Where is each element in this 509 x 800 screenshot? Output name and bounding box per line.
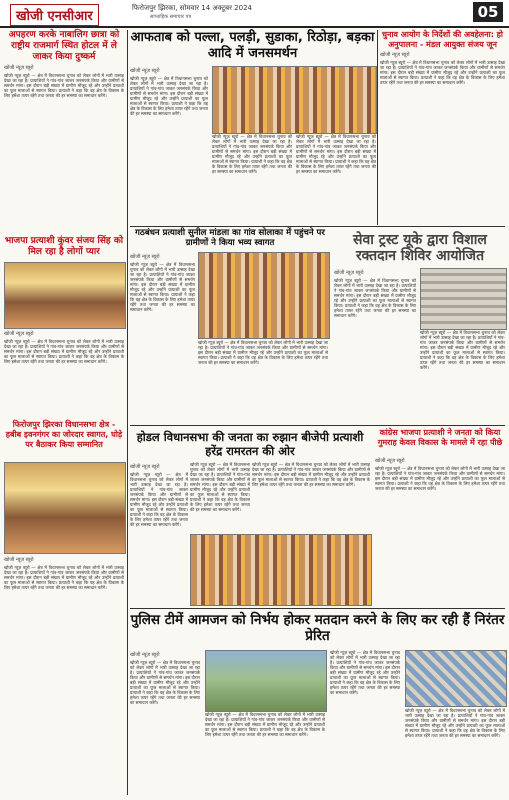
aftab-text-col2 <box>212 134 292 224</box>
police-photo <box>205 650 327 712</box>
police-story <box>130 612 505 644</box>
police-headline: पुलिस टीमें आमजन को निर्भय होकर मतदान करने के लिए कर रही हैं निरंतर प्रेरित <box>130 612 505 644</box>
kidnap-body: खोजी न्यूज़ ब्यूरो — क्षेत्र में विधानसभा चुनाव को लेकर लोगों में भारी उत्साह देखा जा रहा है। प्रत्याशियों ने गांव-गांव जाकर जनसंपर्क किया और ग्रामीणों से समर्थन मांगा। इस दौरान बड़ी संख्या में ग्रामीण मौजूद रहे और उन्होंने प्रत्याशी का फूल मालाओं से स्वागत किया। प्रत्याशी ने कहा कि वह क्षेत्र के विकास के लिए हमेशा तत्पर रहेंगे तथा जनता की हर समस्या का समाधान करेंगे। <box>4 73 124 98</box>
hodal-text-col3 <box>252 462 370 532</box>
congress-story <box>375 428 505 448</box>
gathbandhan-photo <box>198 252 330 339</box>
aftab-body-3: खोजी न्यूज़ ब्यूरो — क्षेत्र में विधानसभा चुनाव को लेकर लोगों में भारी उत्साह देखा जा रहा है। प्रत्याशियों ने गांव-गांव जाकर जनसंपर्क किया और ग्रामीणों से समर्थन मांगा। इस दौरान बड़ी संख्या में ग्रामीण मौजूद रहे और उन्होंने प्रत्याशी का फूल मालाओं से स्वागत किया। प्रत्याशी ने कहा कि वह क्षेत्र के विकास के लिए हमेशा तत्पर रहेंगे तथा जनता की हर समस्या का समाधान करेंगे। <box>296 134 376 174</box>
police-body-3: खोजी न्यूज़ ब्यूरो — क्षेत्र में विधानसभा चुनाव को लेकर लोगों में भारी उत्साह देखा जा रहा है। प्रत्याशियों ने गांव-गांव जाकर जनसंपर्क किया और ग्रामीणों से समर्थन मांगा। इस दौरान बड़ी संख्या में ग्रामीण मौजूद रहे और उन्होंने प्रत्याशी का फूल मालाओं से स्वागत किया। प्रत्याशी ने कहा कि वह क्षेत्र के विकास के लिए हमेशा तत्पर रहेंगे तथा जनता की हर समस्या का समाधान करेंगे। <box>330 650 400 695</box>
firozpur-text <box>4 555 124 795</box>
seva-text <box>334 268 416 418</box>
seva-headline: सेवा ट्रस्ट यूके द्वारा विशाल रक्तदान शिविर आयोजित <box>353 232 487 264</box>
newspaper-name: खोजी एनसीआर <box>10 4 99 26</box>
hodal-story <box>130 430 370 458</box>
congress-byline: खोजी न्यूज़ ब्यूरो <box>375 458 405 464</box>
bjp-story <box>4 236 124 258</box>
hodal-headline: होडल विधानसभा की जनता का रुझान बीजेपी प्रत्याशी हरेंद्र रामरतन की ओर <box>136 430 364 458</box>
aftab-text-col3 <box>296 134 376 224</box>
gathbandhan-text-col1 <box>130 252 195 422</box>
police-text-col1 <box>130 650 200 795</box>
police-text-col3 <box>330 650 400 795</box>
congress-body: खोजी न्यूज़ ब्यूरो — क्षेत्र में विधानसभा चुनाव को लेकर लोगों में भारी उत्साह देखा जा रहा है। प्रत्याशियों ने गांव-गांव जाकर जनसंपर्क किया और ग्रामीणों से समर्थन मांगा। इस दौरान बड़ी संख्या में ग्रामीण मौजूद रहे और उन्होंने प्रत्याशी का फूल मालाओं से स्वागत किया। प्रत्याशी ने कहा कि वह क्षेत्र के विकास के लिए हमेशा तत्पर रहेंगे तथा जनता की हर समस्या का समाधान करेंगे। <box>375 466 505 491</box>
hodal-body-2: खोजी न्यूज़ ब्यूरो — क्षेत्र में विधानसभा चुनाव को लेकर लोगों में भारी उत्साह देखा जा रहा है। प्रत्याशियों ने गांव-गांव जाकर जनसंपर्क किया और ग्रामीणों से समर्थन मांगा। इस दौरान बड़ी संख्या में ग्रामीण मौजूद रहे और उन्होंने प्रत्याशी का फूल मालाओं से स्वागत किया। प्रत्याशी ने कहा कि वह क्षेत्र के विकास के लिए हमेशा तत्पर रहेंगे तथा जनता की हर समस्या का समाधान करेंगे। <box>190 462 250 512</box>
firozpur-byline: खोजी न्यूज़ ब्यूरो <box>4 557 34 563</box>
aftab-photo <box>212 66 377 134</box>
police-text-col4 <box>405 708 505 795</box>
election-commission-story <box>380 30 505 230</box>
police-text-col2 <box>205 712 325 795</box>
firozpur-headline: फिरोजपुर झिरका विधानसभा क्षेत्र - हबीब इवनगंगर का जोरदार स्वागत, घोड़े पर बैठाकर किया सम्मानित <box>5 420 123 449</box>
police-photo-2 <box>405 650 507 707</box>
gathbandhan-text-col2 <box>198 340 328 420</box>
gathbandhan-body-2: खोजी न्यूज़ ब्यूरो — क्षेत्र में विधानसभा चुनाव को लेकर लोगों में भारी उत्साह देखा जा रहा है। प्रत्याशियों ने गांव-गांव जाकर जनसंपर्क किया और ग्रामीणों से समर्थन मांगा। इस दौरान बड़ी संख्या में ग्रामीण मौजूद रहे और उन्होंने प्रत्याशी का फूल मालाओं से स्वागत किया। प्रत्याशी ने कहा कि वह क्षेत्र के विकास के लिए हमेशा तत्पर रहेंगे तथा जनता की हर समस्या का समाधान करेंगे। <box>198 340 328 365</box>
aftab-text-col1 <box>130 66 208 216</box>
aftab-body-1: खोजी न्यूज़ ब्यूरो — क्षेत्र में विधानसभा चुनाव को लेकर लोगों में भारी उत्साह देखा जा रहा है। प्रत्याशियों ने गांव-गांव जाकर जनसंपर्क किया और ग्रामीणों से समर्थन मांगा। इस दौरान बड़ी संख्या में ग्रामीण मौजूद रहे और उन्होंने प्रत्याशी का फूल मालाओं से स्वागत किया। प्रत्याशी ने कहा कि वह क्षेत्र के विकास के लिए हमेशा तत्पर रहेंगे तथा जनता की हर समस्या का समाधान करेंगे। <box>130 76 208 116</box>
masthead <box>0 0 509 28</box>
aftab-body-2: खोजी न्यूज़ ब्यूरो — क्षेत्र में विधानसभा चुनाव को लेकर लोगों में भारी उत्साह देखा जा रहा है। प्रत्याशियों ने गांव-गांव जाकर जनसंपर्क किया और ग्रामीणों से समर्थन मांगा। इस दौरान बड़ी संख्या में ग्रामीण मौजूद रहे और उन्होंने प्रत्याशी का फूल मालाओं से स्वागत किया। प्रत्याशी ने कहा कि वह क्षेत्र के विकास के लिए हमेशा तत्पर रहेंगे तथा जनता की हर समस्या का समाधान करेंगे। <box>212 134 292 174</box>
hodal-body-1: खोजी न्यूज़ ब्यूरो — क्षेत्र में विधानसभा चुनाव को लेकर लोगों में भारी उत्साह देखा जा रहा है। प्रत्याशियों ने गांव-गांव जाकर जनसंपर्क किया और ग्रामीणों से समर्थन मांगा। इस दौरान बड़ी संख्या में ग्रामीण मौजूद रहे और उन्होंने प्रत्याशी का फूल मालाओं से स्वागत किया। प्रत्याशी ने कहा कि वह क्षेत्र के विकास के लिए हमेशा तत्पर रहेंगे तथा जनता की हर समस्या का समाधान करेंगे। <box>130 472 188 527</box>
gathbandhan-body-1: खोजी न्यूज़ ब्यूरो — क्षेत्र में विधानसभा चुनाव को लेकर लोगों में भारी उत्साह देखा जा रहा है। प्रत्याशियों ने गांव-गांव जाकर जनसंपर्क किया और ग्रामीणों से समर्थन मांगा। इस दौरान बड़ी संख्या में ग्रामीण मौजूद रहे और उन्होंने प्रत्याशी का फूल मालाओं से स्वागत किया। प्रत्याशी ने कहा कि वह क्षेत्र के विकास के लिए हमेशा तत्पर रहेंगे तथा जनता की हर समस्या का समाधान करेंगे। <box>130 262 195 312</box>
hodal-byline: खोजी न्यूज़ ब्यूरो <box>130 464 160 470</box>
hodal-text-col1 <box>130 462 188 612</box>
hodal-body-3: खोजी न्यूज़ ब्यूरो — क्षेत्र में विधानसभा चुनाव को लेकर लोगों में भारी उत्साह देखा जा रहा है। प्रत्याशियों ने गांव-गांव जाकर जनसंपर्क किया और ग्रामीणों से समर्थन मांगा। इस दौरान बड़ी संख्या में ग्रामीण मौजूद रहे और उन्होंने प्रत्याशी का फूल मालाओं से स्वागत किया। प्रत्याशी ने कहा कि वह क्षेत्र के विकास के लिए हमेशा तत्पर रहेंगे तथा जनता की हर समस्या का समाधान करेंगे। <box>252 462 370 487</box>
kidnap-story <box>4 30 124 235</box>
kidnap-headline: अपहरण करके नाबालिग छात्रा को राष्ट्रीय राजमार्ग स्थित होटल में ले जाकर किया दुष्कर्म <box>8 30 120 62</box>
aftab-headline: आफताब को पल्ला, पलड़ी, सुडाका, रिठोड़ा, बड़का आदि में जनसमर्थन <box>130 30 375 61</box>
seva-text-col2 <box>420 330 505 420</box>
seva-body-2: खोजी न्यूज़ ब्यूरो — क्षेत्र में विधानसभा चुनाव को लेकर लोगों में भारी उत्साह देखा जा रहा है। प्रत्याशियों ने गांव-गांव जाकर जनसंपर्क किया और ग्रामीणों से समर्थन मांगा। इस दौरान बड़ी संख्या में ग्रामीण मौजूद रहे और उन्होंने प्रत्याशी का फूल मालाओं से स्वागत किया। प्रत्याशी ने कहा कि वह क्षेत्र के विकास के लिए हमेशा तत्पर रहेंगे तथा जनता की हर समस्या का समाधान करेंगे। <box>420 330 505 370</box>
congress-headline: कांग्रेस भाजपा प्रत्याशी ने जनता को किया गुमराह केवल विकास के मामले में रहा पीछे <box>377 428 503 447</box>
firozpur-photo <box>4 462 126 554</box>
gathbandhan-byline: खोजी न्यूज़ ब्यूरो <box>130 254 160 260</box>
aftab-byline: खोजी न्यूज़ ब्यूरो <box>130 68 160 74</box>
page-number: 05 <box>473 2 503 22</box>
hodal-text-col2 <box>190 462 250 532</box>
police-body-1: खोजी न्यूज़ ब्यूरो — क्षेत्र में विधानसभा चुनाव को लेकर लोगों में भारी उत्साह देखा जा रहा है। प्रत्याशियों ने गांव-गांव जाकर जनसंपर्क किया और ग्रामीणों से समर्थन मांगा। इस दौरान बड़ी संख्या में ग्रामीण मौजूद रहे और उन्होंने प्रत्याशी का फूल मालाओं से स्वागत किया। प्रत्याशी ने कहा कि वह क्षेत्र के विकास के लिए हमेशा तत्पर रहेंगे तथा जनता की हर समस्या का समाधान करेंगे। <box>130 660 200 705</box>
row-divider <box>130 226 505 227</box>
seva-byline: खोजी न्यूज़ ब्यूरो <box>334 270 364 276</box>
election-commission-byline: खोजी न्यूज़ ब्यूरो <box>380 52 410 58</box>
gathbandhan-headline: गठबंधन प्रत्याशी सुनील मांडला का गांव सोलाका में पहुंचने पर ग्रामीणों ने किया भव्य स्वागत <box>135 228 325 248</box>
bjp-byline: खोजी न्यूज़ ब्यूरो <box>4 331 34 337</box>
seva-body: खोजी न्यूज़ ब्यूरो — क्षेत्र में विधानसभा चुनाव को लेकर लोगों में भारी उत्साह देखा जा रहा है। प्रत्याशियों ने गांव-गांव जाकर जनसंपर्क किया और ग्रामीणों से समर्थन मांगा। इस दौरान बड़ी संख्या में ग्रामीण मौजूद रहे और उन्होंने प्रत्याशी का फूल मालाओं से स्वागत किया। प्रत्याशी ने कहा कि वह क्षेत्र के विकास के लिए हमेशा तत्पर रहेंगे तथा जनता की हर समस्या का समाधान करेंगे। <box>334 278 416 318</box>
row-divider <box>130 425 505 426</box>
column-divider <box>377 30 378 225</box>
aftab-story <box>130 30 375 62</box>
masthead-subline: साप्ताहिक समाचार पत्र <box>150 14 192 20</box>
congress-text <box>375 456 505 606</box>
firozpur-body: खोजी न्यूज़ ब्यूरो — क्षेत्र में विधानसभा चुनाव को लेकर लोगों में भारी उत्साह देखा जा रहा है। प्रत्याशियों ने गांव-गांव जाकर जनसंपर्क किया और ग्रामीणों से समर्थन मांगा। इस दौरान बड़ी संख्या में ग्रामीण मौजूद रहे और उन्होंने प्रत्याशी का फूल मालाओं से स्वागत किया। प्रत्याशी ने कहा कि वह क्षेत्र के विकास के लिए हमेशा तत्पर रहेंगे तथा जनता की हर समस्या का समाधान करेंगे। <box>4 565 124 590</box>
gathbandhan-story <box>130 228 330 248</box>
masthead-date: फिरोजपुर झिरका, सोमवार 14 अक्टूबर 2024 <box>132 4 252 12</box>
hodal-photo <box>190 534 372 606</box>
election-commission-headline: चुनाव आयोग के निर्देशों की अवहेलना: हो अनुपालना - मंडल आयुक्त संजय जून <box>381 30 504 49</box>
seva-photo <box>420 268 507 330</box>
election-commission-body: खोजी न्यूज़ ब्यूरो — क्षेत्र में विधानसभा चुनाव को लेकर लोगों में भारी उत्साह देखा जा रहा है। प्रत्याशियों ने गांव-गांव जाकर जनसंपर्क किया और ग्रामीणों से समर्थन मांगा। इस दौरान बड़ी संख्या में ग्रामीण मौजूद रहे और उन्होंने प्रत्याशी का फूल मालाओं से स्वागत किया। प्रत्याशी ने कहा कि वह क्षेत्र के विकास के लिए हमेशा तत्पर रहेंगे तथा जनता की हर समस्या का समाधान करेंगे। <box>380 60 505 85</box>
bjp-headline: भाजपा प्रत्याशी कुंवर संजय सिंह को मिल रहा है लोगों प्यार <box>4 236 124 257</box>
kidnap-byline: खोजी न्यूज़ ब्यूरो <box>4 65 34 71</box>
firozpur-story <box>4 420 124 450</box>
column-divider <box>127 30 128 795</box>
seva-story <box>334 232 506 264</box>
bjp-body: खोजी न्यूज़ ब्यूरो — क्षेत्र में विधानसभा चुनाव को लेकर लोगों में भारी उत्साह देखा जा रहा है। प्रत्याशियों ने गांव-गांव जाकर जनसंपर्क किया और ग्रामीणों से समर्थन मांगा। इस दौरान बड़ी संख्या में ग्रामीण मौजूद रहे और उन्होंने प्रत्याशी का फूल मालाओं से स्वागत किया। प्रत्याशी ने कहा कि वह क्षेत्र के विकास के लिए हमेशा तत्पर रहेंगे तथा जनता की हर समस्या का समाधान करेंगे। <box>4 339 124 364</box>
row-divider <box>130 608 505 609</box>
police-body-4: खोजी न्यूज़ ब्यूरो — क्षेत्र में विधानसभा चुनाव को लेकर लोगों में भारी उत्साह देखा जा रहा है। प्रत्याशियों ने गांव-गांव जाकर जनसंपर्क किया और ग्रामीणों से समर्थन मांगा। इस दौरान बड़ी संख्या में ग्रामीण मौजूद रहे और उन्होंने प्रत्याशी का फूल मालाओं से स्वागत किया। प्रत्याशी ने कहा कि वह क्षेत्र के विकास के लिए हमेशा तत्पर रहेंगे तथा जनता की हर समस्या का समाधान करेंगे। <box>405 708 505 738</box>
police-body-2: खोजी न्यूज़ ब्यूरो — क्षेत्र में विधानसभा चुनाव को लेकर लोगों में भारी उत्साह देखा जा रहा है। प्रत्याशियों ने गांव-गांव जाकर जनसंपर्क किया और ग्रामीणों से समर्थन मांगा। इस दौरान बड़ी संख्या में ग्रामीण मौजूद रहे और उन्होंने प्रत्याशी का फूल मालाओं से स्वागत किया। प्रत्याशी ने कहा कि वह क्षेत्र के विकास के लिए हमेशा तत्पर रहेंगे तथा जनता की हर समस्या का समाधान करेंगे। <box>205 712 325 737</box>
police-byline: खोजी न्यूज़ ब्यूरो <box>130 652 160 658</box>
bjp-text <box>4 329 124 419</box>
bjp-photo <box>4 262 126 329</box>
